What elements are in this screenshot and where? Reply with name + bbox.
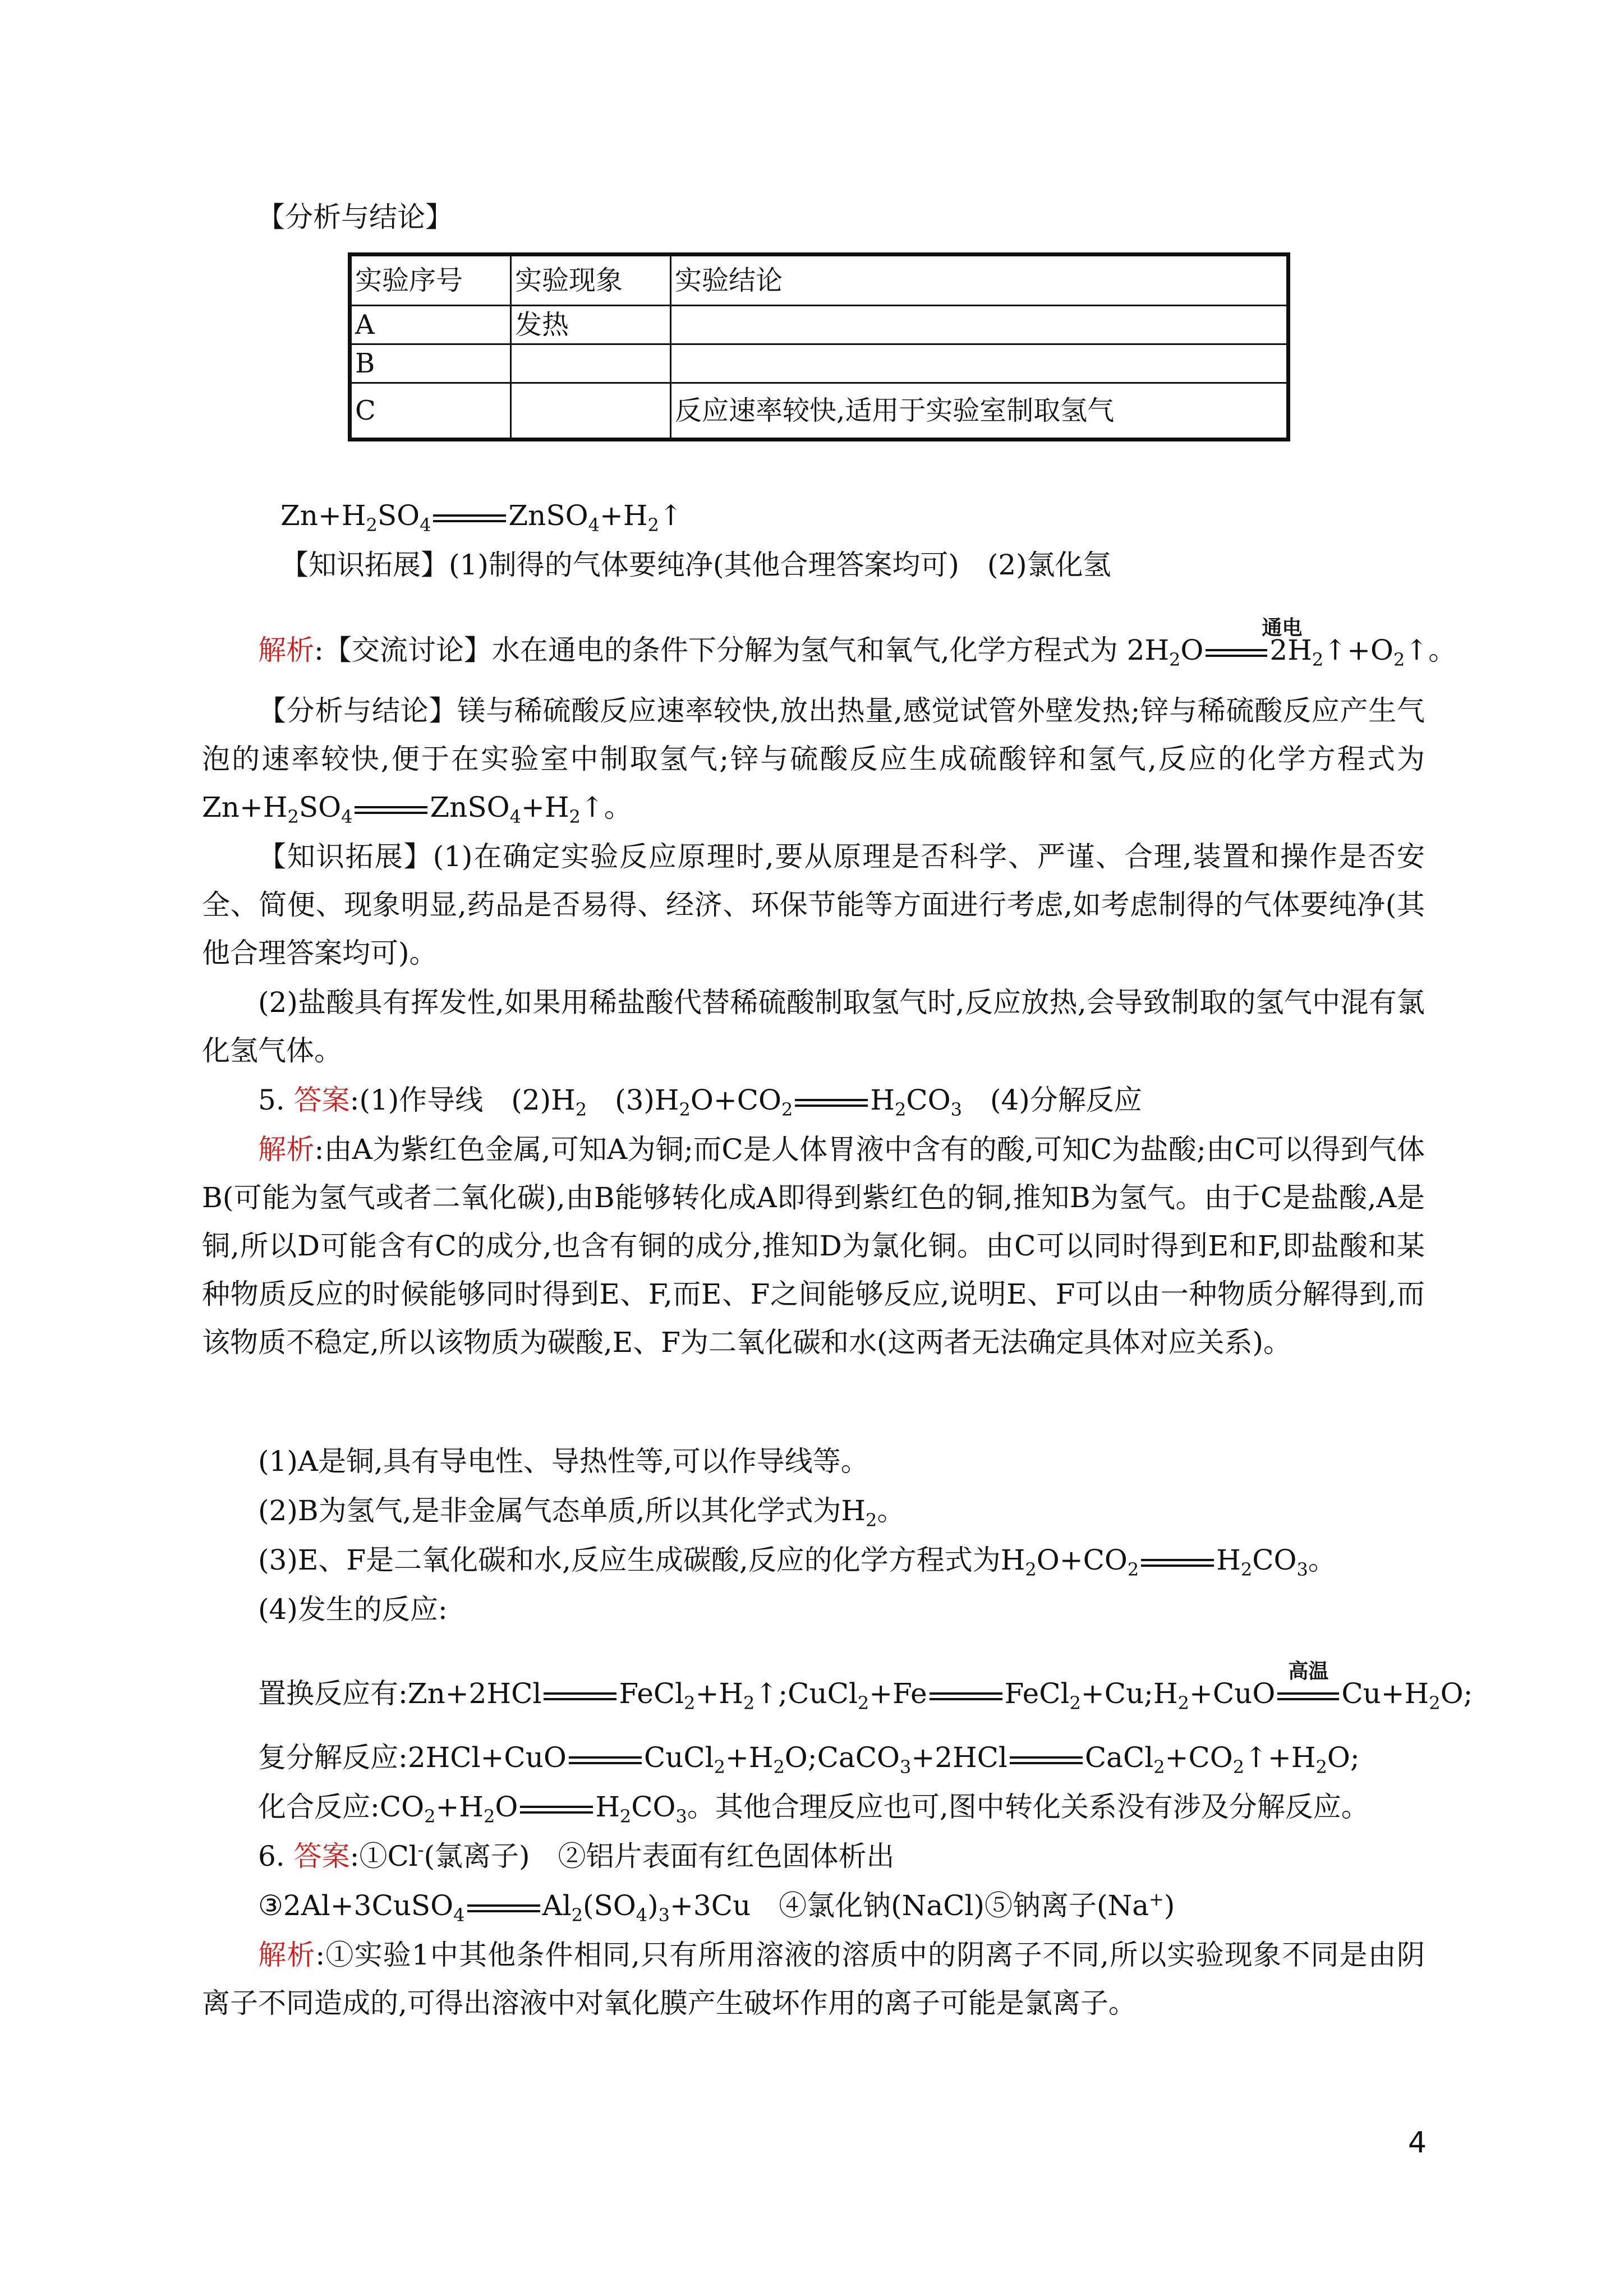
analysis-item-1: (1)A是铜,具有导电性、导热性等,可以作导线等。 <box>258 1445 869 1478</box>
table-cell <box>511 383 671 440</box>
table-row <box>350 306 1289 344</box>
table-cell <box>671 306 1289 344</box>
table-cell: C <box>350 383 511 440</box>
question-5-answer: 5. 答案:(1)作导线 $(2)H_2$ $(3)H_2O+CO_2$ $H_2CO_3$ (4)分解反应 <box>258 1084 1142 1120</box>
analysis-discussion: 解析:【交流讨论】水在通电的条件下分解为氢气和氧气,化学方程式为 $2H_2O$ 通电 $2H_2↑+O_2↑$。 <box>258 615 1457 670</box>
table-header-cell: 实验序号 <box>350 255 511 306</box>
table-header-cell: 实验现象 <box>511 255 671 306</box>
table-cell <box>671 344 1289 383</box>
question-6-answer: 6. 答案:①Cl-(氯离子) ②铝片表面有红色固体析出 <box>258 1839 895 1872</box>
double-arrow-equals <box>795 1102 868 1103</box>
question-6-answer-cont: ③2Al+3CuSO$_4$ $Al_2(SO_4)_3+3Cu$ ④氯化钠(NaCl)⑤钠离子(Na+) <box>258 1888 1175 1926</box>
table-cell: 反应速率较快,适用于实验室制取氢气 <box>671 383 1289 440</box>
question-5-analysis: 解析:由A为紫红色金属,可知A为铜;而C是人体胃液中含有的酸,可知C为盐酸;由C可以得到气体B(可能为氢气或者二氧化碳),由B能够转化成A即得到紫红色的铜,推知B为氢气。由于C是盐酸,A是铜,所以D可能含有C的成分,也含有铜的成分,推知D为氯化铜。由C可以同时得到E和F,即盐酸和某种物质反应的时候能够同时得到E、F,而E、F之间能够反应,说明E、F可以由一种物质分解得到,而该物质不稳定,所以该物质为碳酸,E、F为二氧化碳和水(这两者无法确定具体对应关系)。 <box>202 1133 1425 1359</box>
table-cell: B <box>350 344 511 383</box>
double-arrow-equals <box>1141 1562 1214 1563</box>
double-arrow-equals <box>355 809 427 810</box>
equation-zinc-sulfuric: $Zn+H_2SO_4$ $ZnSO_4+H_2↑$ <box>280 499 683 536</box>
analysis-item-2: (2)B为氢气,是非金属气态单质,所以其化学式为$H_2$。 <box>258 1494 905 1531</box>
section-heading: 【分析与结论】 <box>257 201 453 233</box>
table-header-cell: 实验结论 <box>671 255 1289 306</box>
table-cell: A <box>350 306 511 344</box>
result-table <box>348 252 1290 441</box>
knowledge-extension-paragraph: 【知识拓展】(1)在确定实验反应原理时,要从原理是否科学、严谨、合理,装置和操作是否安全、简便、现象明显,药品是否易得、经济、环保节能等方面进行考虑,如考虑制得的气体要纯净(其他合理答案均可)。 <box>202 840 1425 969</box>
analysis-item-3: (3)E、F是二氧化碳和水,反应生成碳酸,反应的化学方程式为$H_2O+CO_2$ $H_2CO_3$。 <box>258 1544 1336 1580</box>
analysis-item-4: (4)发生的反应: <box>258 1593 448 1626</box>
double-arrow-equals <box>520 1809 593 1810</box>
page-number: 4 <box>1408 2126 1427 2160</box>
table-cell <box>511 344 671 383</box>
hydrochloric-acid-paragraph: (2)盐酸具有挥发性,如果用稀盐酸代替稀硫酸制取氢气时,反应放热,会导致制取的氢气中混有氯化氢气体。 <box>202 986 1425 1067</box>
table-row <box>350 383 1289 440</box>
condition-arrow: 通电 <box>1206 652 1267 653</box>
table-header-row <box>350 255 1289 306</box>
double-decomposition-reactions: 复分解反应:2HCl+CuO $CuCl_2+H_2O;CaCO_3+2HCl$ $CaCl_2+CO_2↑+H_2O$; <box>258 1741 1360 1778</box>
knowledge-extension-answer: 【知识拓展】(1)制得的气体要纯净(其他合理答案均可) (2)氯化氢 <box>280 549 1111 581</box>
combination-reactions: 化合反应$:CO_2+H_2O$ $H_2CO_3$。其他合理反应也可,图中转化关系没有涉及分解反应。 <box>258 1791 1369 1827</box>
table-row <box>350 344 1289 383</box>
table-cell: 发热 <box>511 306 671 344</box>
displacement-reactions: 置换反应有:Zn+2HCl $FeCl_2+H_2↑;CuCl_2+Fe$ $FeCl_2+Cu;H_2+CuO$ 高温 $Cu+H_2O$; <box>258 1659 1473 1714</box>
question-6-analysis: 解析:①实验1中其他条件相同,只有所用溶液的溶质中的阴离子不同,所以实验现象不同是由阴离子不同造成的,可得出溶液中对氧化膜产生破坏作用的离子可能是氯离子。 <box>202 1939 1425 2019</box>
analysis-conclusion-paragraph: 【分析与结论】镁与稀硫酸反应速率较快,放出热量,感觉试管外壁发热;锌与稀硫酸反应产生气泡的速率较快,便于在实验室中制取氢气;锌与硫酸反应生成硫酸锌和氢气,反应的化学方程式为$Zn+H_2SO_4$ $ZnSO_4+H_2↑$。 <box>202 694 1425 827</box>
